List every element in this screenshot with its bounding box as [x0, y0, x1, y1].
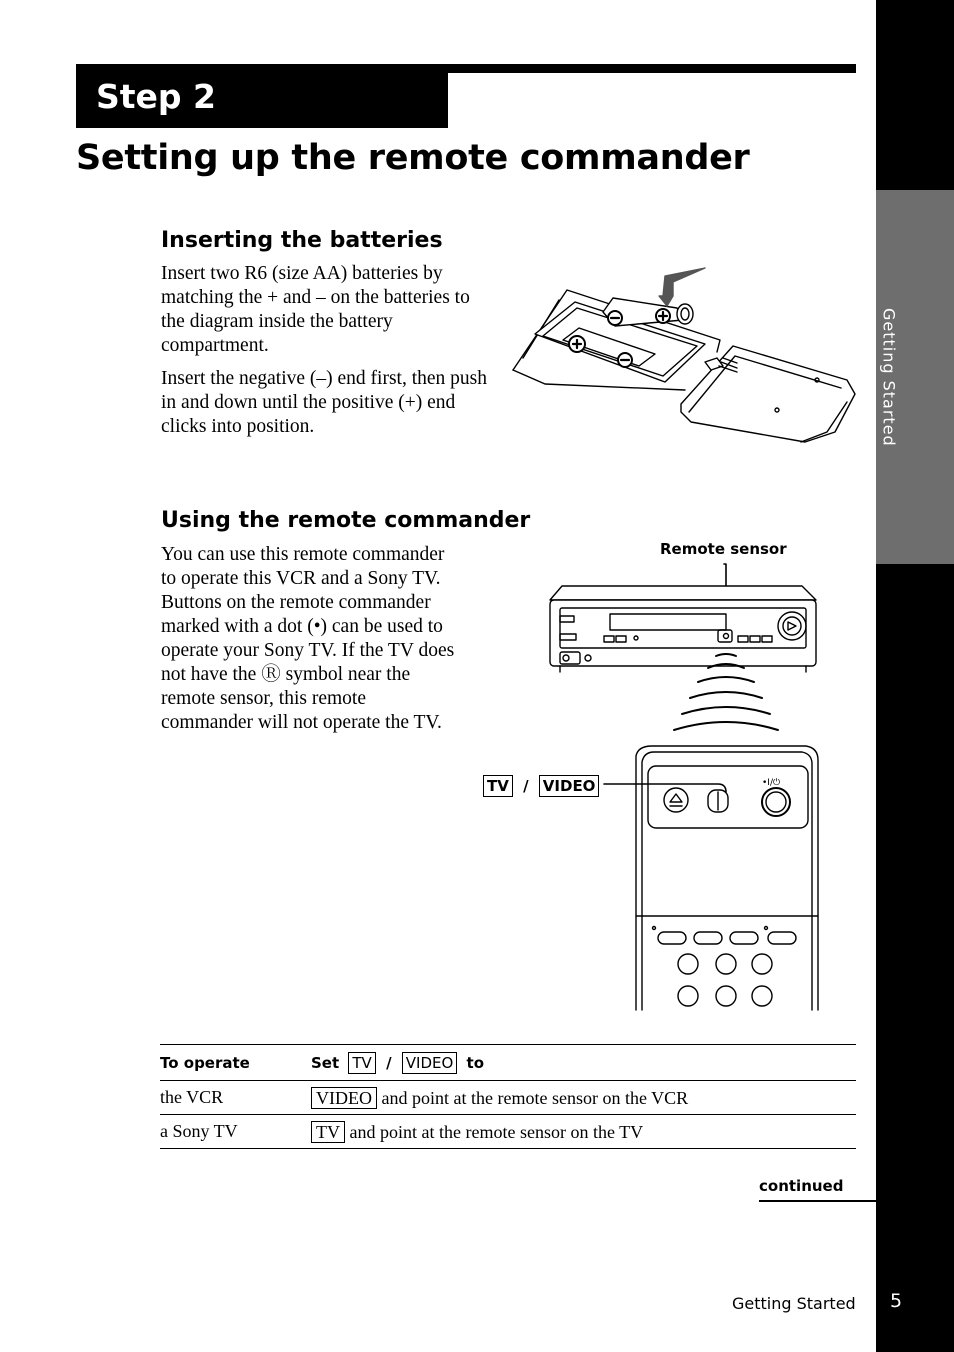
tv-video-slash: / — [523, 777, 529, 795]
using-paragraph-part-1: You can use this remote commander to operate this VCR and a Sony TV. Buttons on the remote commander marked with a dot (•) can be used to operate your Sony TV. If the TV does not have the — [161, 544, 455, 685]
remote-illustration — [636, 746, 818, 1010]
side-tab-label — [877, 190, 901, 564]
header-to-word: to — [466, 1053, 485, 1072]
vcr-illustration — [550, 586, 816, 672]
row-setting-cell — [311, 1115, 856, 1149]
using-paragraph-part-2: symbol near the remote sensor, this remote commander will not operate the TV. — [161, 664, 442, 733]
tv-callout-box: TV — [483, 775, 513, 797]
row-device: a Sony TV — [160, 1121, 238, 1141]
continued-rule — [759, 1200, 876, 1202]
header-to-operate: To operate — [160, 1053, 250, 1072]
remote-sensor-callout: Remote sensor — [660, 540, 787, 558]
row-setting-cell — [311, 1081, 856, 1115]
table-row — [160, 1115, 856, 1149]
row-instruction: and point at the remote sensor on the TV — [349, 1121, 644, 1142]
using-heading: Using the remote commander — [161, 508, 531, 533]
using-text — [161, 543, 456, 744]
row-instruction: and point at the remote sensor on the VCR — [381, 1087, 689, 1108]
step-label: Step 2 — [96, 77, 216, 116]
battery-insertion-illustration — [505, 262, 865, 462]
header-video-box: VIDEO — [402, 1052, 458, 1074]
footer-section-label: Getting Started — [732, 1294, 856, 1313]
row-setting-box: TV — [311, 1121, 345, 1143]
header-set — [311, 1045, 856, 1081]
row-setting-box: VIDEO — [311, 1087, 377, 1109]
page-number: 5 — [889, 1290, 903, 1312]
table-header-row — [160, 1045, 856, 1081]
batteries-text — [161, 262, 496, 448]
side-tab-text: Getting Started — [879, 307, 899, 447]
batteries-heading: Inserting the batteries — [161, 228, 443, 253]
continued-label: continued — [759, 1177, 844, 1195]
video-callout-box: VIDEO — [539, 775, 600, 797]
header-slash: / — [386, 1053, 392, 1072]
batteries-paragraph-1: Insert two R6 (size AA) batteries by matching the + and – on the batteries to the diagram inside the battery compartment. — [161, 263, 470, 356]
page-title: Setting up the remote commander — [76, 138, 750, 178]
power-label: •I/⏻ — [762, 778, 781, 788]
header-tv-box: TV — [348, 1052, 375, 1074]
batteries-paragraph-2: Insert the negative (–) end first, then push in and down until the positive (+) end clicks into position. — [161, 368, 487, 437]
remote-sensor-symbol: Ⓡ — [261, 664, 281, 685]
operation-table — [160, 1044, 856, 1149]
header-set-word: Set — [311, 1053, 340, 1072]
vcr-and-remote-illustration — [540, 560, 830, 1012]
table-row — [160, 1081, 856, 1115]
row-device: the VCR — [160, 1087, 224, 1107]
